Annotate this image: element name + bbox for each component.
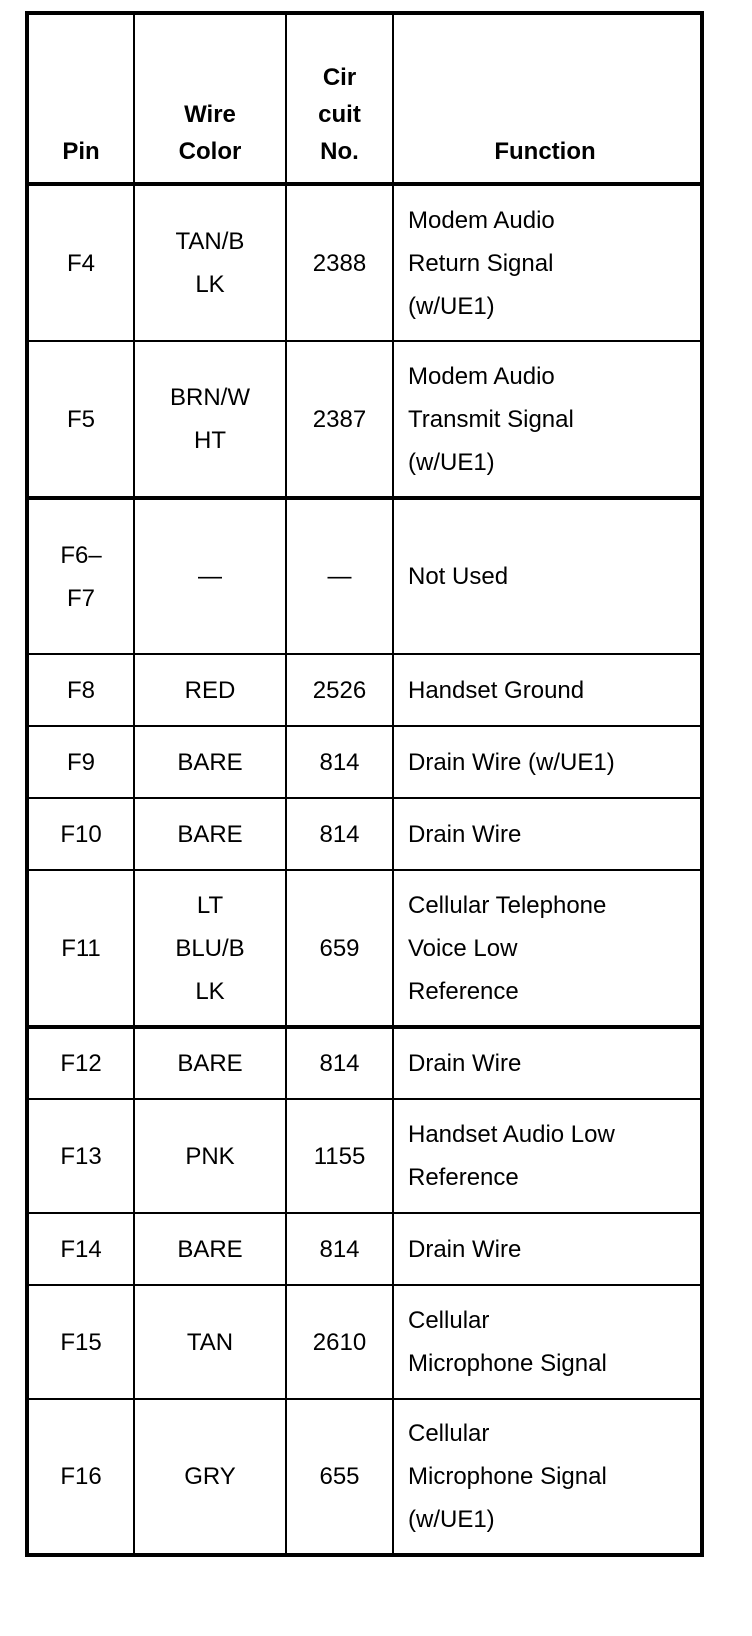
pin-cell-text: F6– F7	[60, 541, 102, 612]
pin-cell-text: F13	[60, 1142, 102, 1170]
circuit-no-cell-text: 2387	[312, 405, 367, 433]
pin-cell-text: F11	[61, 934, 101, 962]
circuit-no-cell-text: 814	[319, 1235, 360, 1263]
wire-color-cell-text: BARE	[177, 748, 243, 776]
function-cell-text: Drain Wire	[408, 820, 522, 848]
header-function	[393, 13, 702, 184]
pin-cell	[27, 341, 134, 498]
table-row	[27, 1285, 702, 1399]
pin-cell-text: F16	[60, 1463, 102, 1490]
function-cell	[393, 1213, 702, 1285]
wire-color-cell	[134, 726, 286, 798]
function-cell	[393, 654, 702, 726]
table-row	[27, 1213, 702, 1285]
wire-color-cell-text: GRY	[184, 1463, 236, 1490]
pin-cell	[27, 498, 134, 654]
header-pin	[27, 13, 134, 184]
circuit-no-cell-text: —	[327, 563, 352, 590]
pin-cell-text: F5	[66, 405, 95, 433]
circuit-no-cell	[286, 498, 393, 654]
wire-color-cell	[134, 1027, 286, 1099]
pin-cell	[27, 1027, 134, 1099]
circuit-no-cell-text: 2388	[312, 249, 367, 277]
wire-color-cell-text: TAN	[186, 1328, 234, 1356]
pin-cell	[27, 1285, 134, 1399]
wire-color-cell-text: PNK	[185, 1142, 235, 1170]
circuit-no-cell-text: 1155	[313, 1142, 366, 1170]
table-body	[27, 13, 702, 1555]
function-cell	[393, 341, 702, 498]
wire-color-cell-text: RED	[184, 676, 236, 704]
pin-cell-text: F14	[60, 1235, 102, 1263]
circuit-no-cell	[286, 184, 393, 341]
circuit-no-cell-text: 814	[319, 1050, 360, 1077]
wire-color-cell-text: BARE	[177, 1050, 243, 1077]
pin-cell	[27, 184, 134, 341]
function-cell	[393, 1027, 702, 1099]
circuit-no-cell	[286, 798, 393, 870]
function-cell-text: Cellular Telephone Voice Low Reference	[408, 891, 607, 1005]
circuit-no-cell-text: 2526	[312, 676, 367, 704]
wire-color-cell	[134, 498, 286, 654]
function-cell-text: Cellular Microphone Signal	[408, 1307, 607, 1377]
function-cell	[393, 870, 702, 1027]
wire-color-cell-text: LT BLU/B LK	[175, 891, 245, 1005]
function-cell-text: Handset Audio Low Reference	[408, 1121, 615, 1191]
wire-color-cell	[134, 870, 286, 1027]
pin-cell	[27, 870, 134, 1027]
pin-cell	[27, 1213, 134, 1285]
pin-cell	[27, 798, 134, 870]
header-wire-color-text: Wire Color	[178, 101, 242, 165]
table-row	[27, 341, 702, 498]
pin-cell-text: F8	[66, 676, 95, 704]
function-cell	[393, 726, 702, 798]
circuit-no-cell	[286, 870, 393, 1027]
wire-color-cell	[134, 654, 286, 726]
table-row	[27, 184, 702, 341]
pin-cell-text: F10	[60, 820, 102, 848]
circuit-no-cell	[286, 1099, 393, 1213]
function-cell	[393, 1399, 702, 1555]
table-row	[27, 1399, 702, 1555]
circuit-no-cell	[286, 726, 393, 798]
pin-cell	[27, 654, 134, 726]
table-row	[27, 870, 702, 1027]
table-row	[27, 498, 702, 654]
function-cell-text: Drain Wire	[408, 1050, 522, 1077]
function-cell	[393, 1285, 702, 1399]
pin-cell-text: F15	[60, 1328, 102, 1356]
wire-color-cell	[134, 184, 286, 341]
circuit-no-cell-text: 2610	[312, 1328, 367, 1356]
table-row	[27, 1027, 702, 1099]
circuit-no-cell-text: 814	[319, 820, 360, 848]
table-header-row	[27, 13, 702, 184]
pin-cell-text: F12	[60, 1050, 102, 1077]
wire-color-cell	[134, 1399, 286, 1555]
pin-cell	[27, 726, 134, 798]
function-cell	[393, 1099, 702, 1213]
header-function-text: Function	[494, 138, 596, 165]
table-row	[27, 654, 702, 726]
table-row	[27, 726, 702, 798]
circuit-no-cell	[286, 654, 393, 726]
wire-color-cell	[134, 1099, 286, 1213]
function-cell-text: Modem Audio Return Signal (w/UE1)	[408, 206, 555, 320]
wire-color-cell	[134, 341, 286, 498]
function-cell	[393, 498, 702, 654]
wire-color-cell-text: TAN/B LK	[175, 228, 245, 298]
wire-color-cell-text: BRN/W HT	[170, 384, 250, 454]
function-cell-text: Drain Wire (w/UE1)	[408, 748, 615, 776]
wire-color-cell-text: —	[198, 563, 222, 590]
pin-cell	[27, 1399, 134, 1555]
wire-color-cell	[134, 1285, 286, 1399]
header-wire-color	[134, 13, 286, 184]
function-cell-text: Handset Ground	[408, 676, 585, 704]
function-cell-text: Cellular Microphone Signal (w/UE1)	[408, 1420, 607, 1533]
pin-cell	[27, 1099, 134, 1213]
function-cell-text: Drain Wire	[408, 1235, 522, 1263]
function-cell-text: Modem Audio Transmit Signal (w/UE1)	[408, 362, 574, 476]
header-circuit-no	[286, 13, 393, 184]
table-row	[27, 1099, 702, 1213]
circuit-no-cell-text: 655	[319, 1463, 360, 1490]
wire-color-cell	[134, 1213, 286, 1285]
wire-color-cell-text: BARE	[177, 820, 243, 848]
wire-color-cell	[134, 798, 286, 870]
pin-cell-text: F4	[66, 249, 95, 277]
circuit-no-cell	[286, 1399, 393, 1555]
pin-cell-text: F9	[66, 748, 95, 776]
function-cell	[393, 798, 702, 870]
circuit-no-cell-text: 659	[319, 934, 360, 962]
circuit-no-cell	[286, 1285, 393, 1399]
connector-pin-table	[25, 11, 704, 1557]
function-cell	[393, 184, 702, 341]
circuit-no-cell	[286, 341, 393, 498]
function-cell-text: Not Used	[408, 563, 509, 590]
header-pin-text: Pin	[62, 138, 100, 165]
circuit-no-cell	[286, 1213, 393, 1285]
circuit-no-cell	[286, 1027, 393, 1099]
header-circuit-no-text: Cir cuit No.	[318, 64, 361, 165]
circuit-no-cell-text: 814	[319, 748, 360, 776]
table-row	[27, 798, 702, 870]
wire-color-cell-text: BARE	[177, 1235, 243, 1263]
